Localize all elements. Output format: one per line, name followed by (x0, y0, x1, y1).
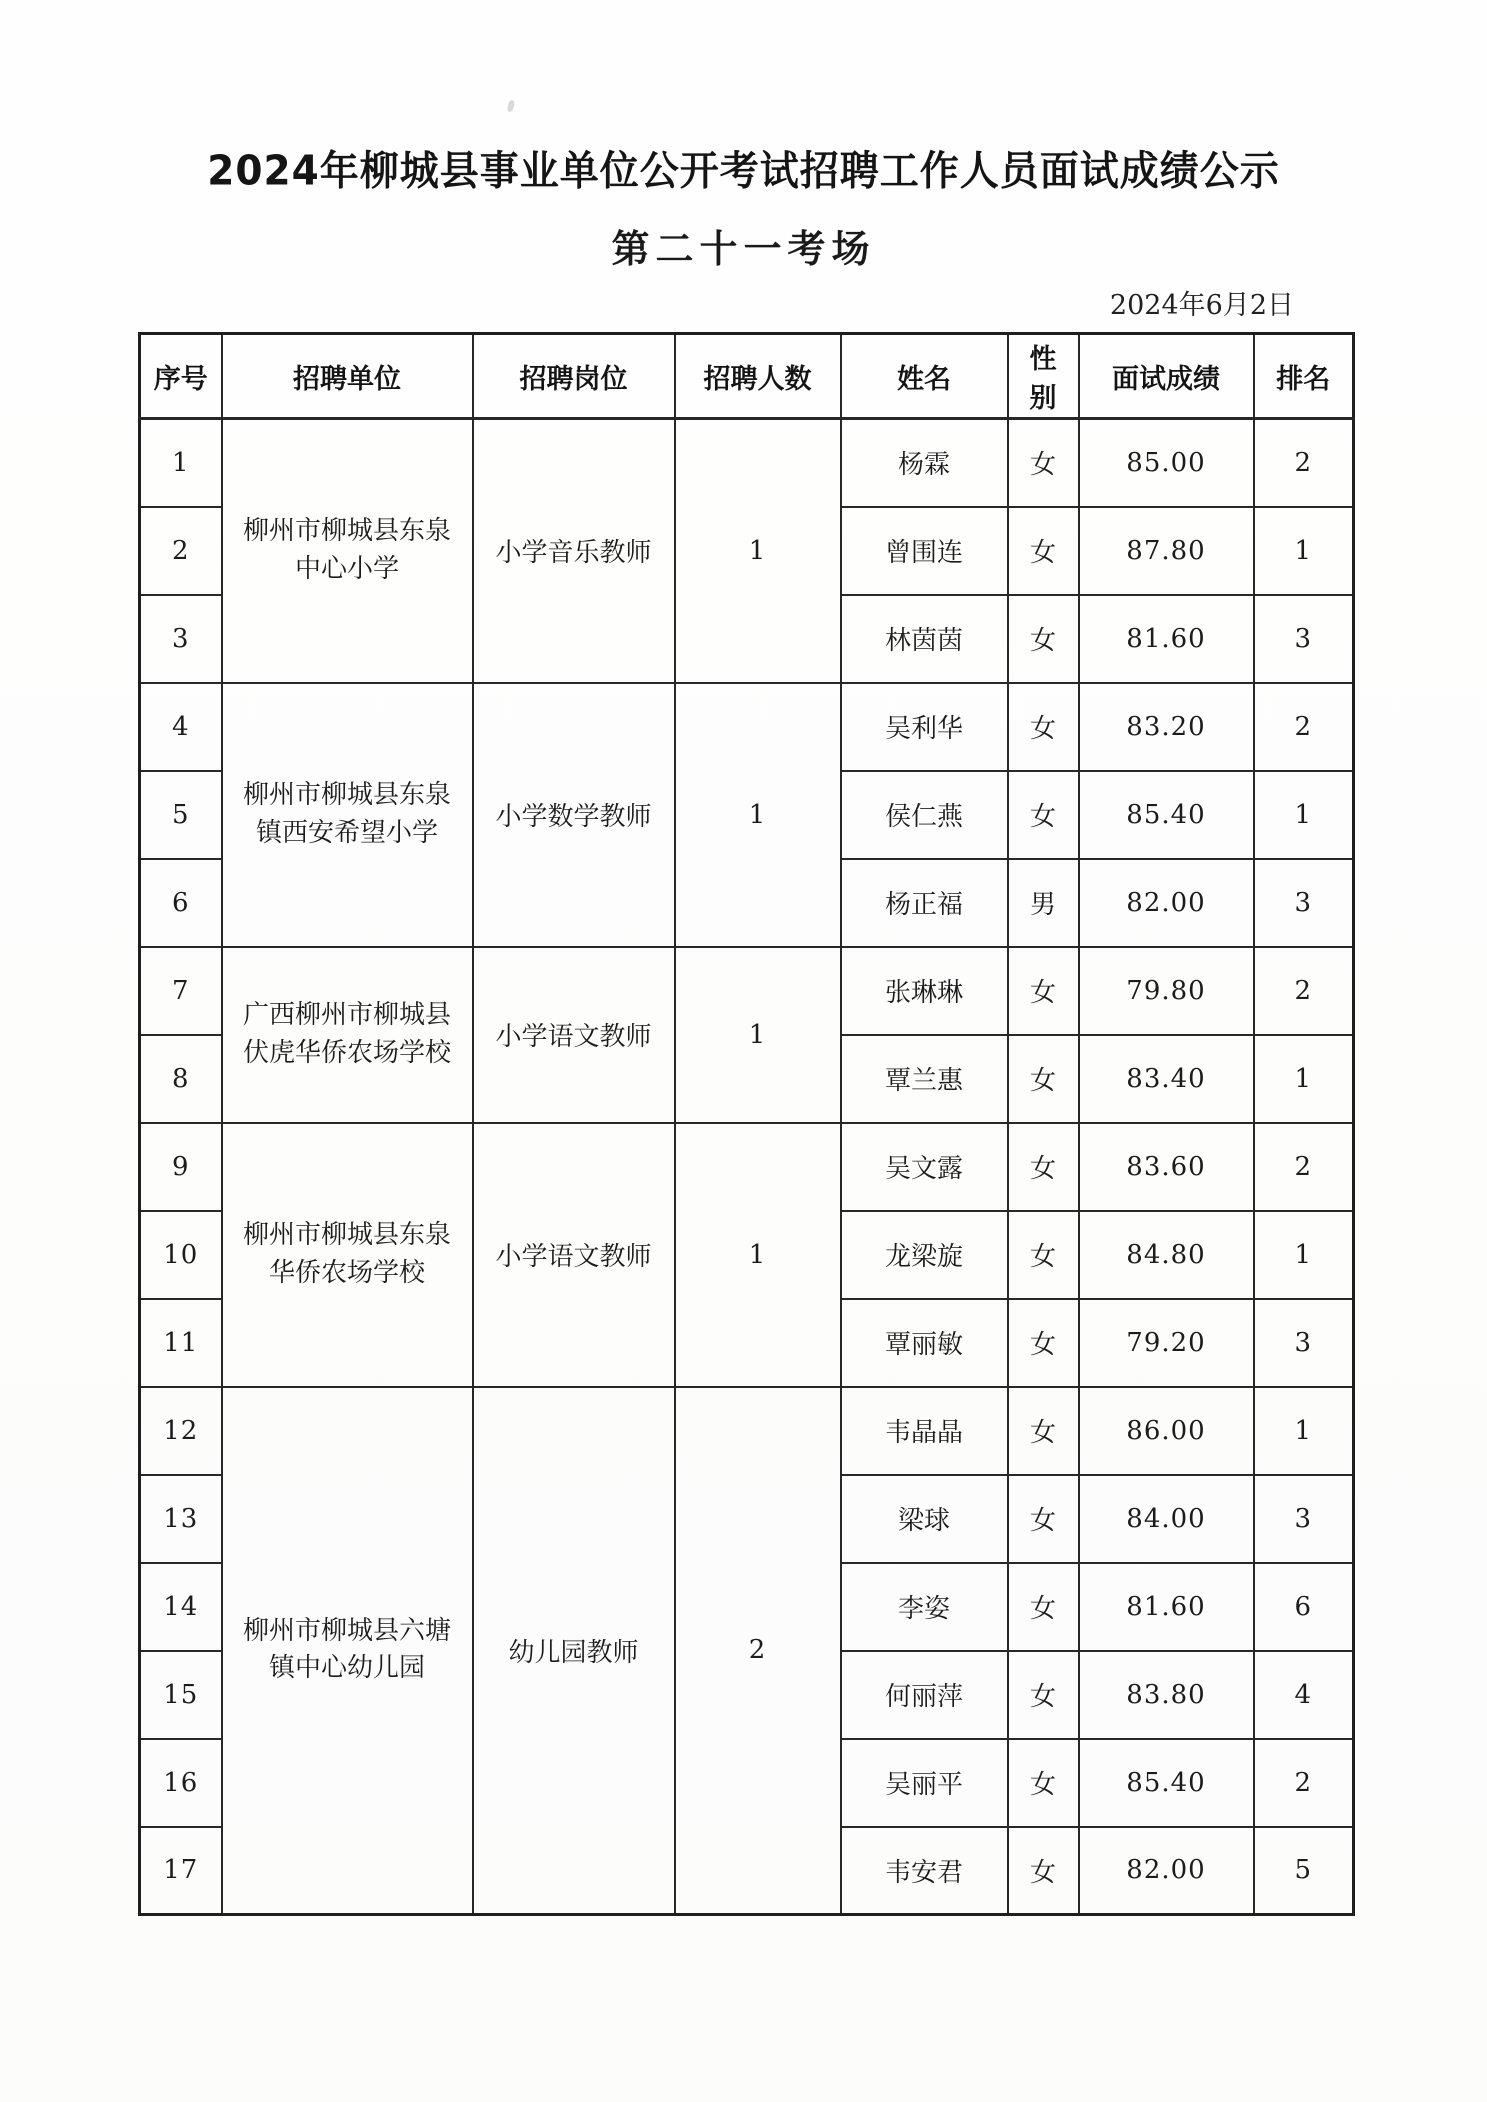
recruit-unit-cell: 柳州市柳城县东泉中心小学 (222, 419, 473, 683)
name-cell: 韦晶晶 (841, 1387, 1008, 1475)
score-cell: 82.00 (1079, 1827, 1254, 1915)
score-cell: 86.00 (1079, 1387, 1254, 1475)
header-recruit-count: 招聘人数 (675, 334, 841, 419)
score-cell: 82.00 (1079, 859, 1254, 947)
rank-cell: 4 (1254, 1651, 1354, 1739)
results-table (138, 332, 1355, 1916)
serial-number-cell: 16 (140, 1739, 222, 1827)
header-serial-number: 序号 (140, 334, 222, 419)
table-row (140, 419, 1354, 507)
name-cell: 杨正福 (841, 859, 1008, 947)
name-cell: 林茵茵 (841, 595, 1008, 683)
serial-number-cell: 3 (140, 595, 222, 683)
name-cell: 侯仁燕 (841, 771, 1008, 859)
recruit-count-cell: 2 (675, 1387, 841, 1915)
results-table-body (140, 419, 1354, 1915)
name-cell: 覃丽敏 (841, 1299, 1008, 1387)
name-cell: 梁球 (841, 1475, 1008, 1563)
header-gender: 性别 (1008, 334, 1079, 419)
name-cell: 张琳琳 (841, 947, 1008, 1035)
document-title: 2024年柳城县事业单位公开考试招聘工作人员面试成绩公示 (207, 148, 1280, 196)
gender-cell: 女 (1008, 1827, 1079, 1915)
rank-cell: 2 (1254, 1739, 1354, 1827)
serial-number-cell: 13 (140, 1475, 222, 1563)
gender-cell: 女 (1008, 1739, 1079, 1827)
gender-cell: 女 (1008, 683, 1079, 771)
rank-cell: 2 (1254, 947, 1354, 1035)
exam-room-subtitle: 第二十一考场 (611, 226, 876, 271)
header-recruit-unit: 招聘单位 (222, 334, 473, 419)
position-cell: 小学语文教师 (473, 1123, 675, 1387)
position-cell: 小学数学教师 (473, 683, 675, 947)
score-cell: 85.00 (1079, 419, 1254, 507)
name-cell: 李姿 (841, 1563, 1008, 1651)
gender-cell: 女 (1008, 1563, 1079, 1651)
gender-cell: 女 (1008, 1035, 1079, 1123)
recruit-count-cell: 1 (675, 683, 841, 947)
serial-number-cell: 14 (140, 1563, 222, 1651)
scan-artifact (506, 99, 515, 112)
table-row (140, 1123, 1354, 1211)
rank-cell: 2 (1254, 419, 1354, 507)
serial-number-cell: 10 (140, 1211, 222, 1299)
name-cell: 龙梁旋 (841, 1211, 1008, 1299)
score-cell: 81.60 (1079, 1563, 1254, 1651)
score-cell: 83.80 (1079, 1651, 1254, 1739)
serial-number-cell: 15 (140, 1651, 222, 1739)
table-row (140, 683, 1354, 771)
gender-cell: 女 (1008, 595, 1079, 683)
rank-cell: 5 (1254, 1827, 1354, 1915)
header-position: 招聘岗位 (473, 334, 675, 419)
rank-cell: 1 (1254, 1211, 1354, 1299)
serial-number-cell: 2 (140, 507, 222, 595)
rank-cell: 6 (1254, 1563, 1354, 1651)
rank-cell: 2 (1254, 683, 1354, 771)
rank-cell: 1 (1254, 1387, 1354, 1475)
position-cell: 幼儿园教师 (473, 1387, 675, 1915)
header-row (140, 334, 1354, 419)
score-cell: 84.00 (1079, 1475, 1254, 1563)
header-name: 姓名 (841, 334, 1008, 419)
serial-number-cell: 5 (140, 771, 222, 859)
gender-cell: 男 (1008, 859, 1079, 947)
rank-cell: 3 (1254, 859, 1354, 947)
gender-cell: 女 (1008, 1211, 1079, 1299)
recruit-count-cell: 1 (675, 419, 841, 683)
serial-number-cell: 11 (140, 1299, 222, 1387)
name-cell: 韦安君 (841, 1827, 1008, 1915)
score-cell: 83.60 (1079, 1123, 1254, 1211)
table-row (140, 947, 1354, 1035)
score-cell: 79.20 (1079, 1299, 1254, 1387)
recruit-unit-cell: 柳州市柳城县东泉华侨农场学校 (222, 1123, 473, 1387)
name-cell: 吴文露 (841, 1123, 1008, 1211)
rank-cell: 1 (1254, 771, 1354, 859)
name-cell: 何丽萍 (841, 1651, 1008, 1739)
name-cell: 曾围连 (841, 507, 1008, 595)
rank-cell: 2 (1254, 1123, 1354, 1211)
serial-number-cell: 12 (140, 1387, 222, 1475)
rank-cell: 3 (1254, 1475, 1354, 1563)
header-rank: 排名 (1254, 334, 1354, 419)
gender-cell: 女 (1008, 1475, 1079, 1563)
gender-cell: 女 (1008, 771, 1079, 859)
gender-cell: 女 (1008, 947, 1079, 1035)
rank-cell: 1 (1254, 507, 1354, 595)
score-cell: 81.60 (1079, 595, 1254, 683)
score-cell: 87.80 (1079, 507, 1254, 595)
serial-number-cell: 1 (140, 419, 222, 507)
serial-number-cell: 17 (140, 1827, 222, 1915)
gender-cell: 女 (1008, 1299, 1079, 1387)
recruit-unit-cell: 广西柳州市柳城县伏虎华侨农场学校 (222, 947, 473, 1123)
gender-cell: 女 (1008, 1123, 1079, 1211)
recruit-unit-cell: 柳州市柳城县六塘镇中心幼儿园 (222, 1387, 473, 1915)
name-cell: 吴利华 (841, 683, 1008, 771)
serial-number-cell: 7 (140, 947, 222, 1035)
gender-cell: 女 (1008, 507, 1079, 595)
serial-number-cell: 4 (140, 683, 222, 771)
serial-number-cell: 9 (140, 1123, 222, 1211)
recruit-count-cell: 1 (675, 1123, 841, 1387)
score-cell: 83.40 (1079, 1035, 1254, 1123)
name-cell: 覃兰惠 (841, 1035, 1008, 1123)
serial-number-cell: 6 (140, 859, 222, 947)
score-cell: 85.40 (1079, 1739, 1254, 1827)
gender-cell: 女 (1008, 419, 1079, 507)
gender-cell: 女 (1008, 1387, 1079, 1475)
header-interview-score: 面试成绩 (1079, 334, 1254, 419)
name-cell: 吴丽平 (841, 1739, 1008, 1827)
position-cell: 小学语文教师 (473, 947, 675, 1123)
recruit-unit-cell: 柳州市柳城县东泉镇西安希望小学 (222, 683, 473, 947)
score-cell: 83.20 (1079, 683, 1254, 771)
table-row (140, 1387, 1354, 1475)
gender-cell: 女 (1008, 1651, 1079, 1739)
score-cell: 85.40 (1079, 771, 1254, 859)
rank-cell: 1 (1254, 1035, 1354, 1123)
document-date: 2024年6月2日 (1109, 290, 1294, 321)
rank-cell: 3 (1254, 595, 1354, 683)
results-table-header (140, 334, 1354, 419)
rank-cell: 3 (1254, 1299, 1354, 1387)
score-cell: 84.80 (1079, 1211, 1254, 1299)
position-cell: 小学音乐教师 (473, 419, 675, 683)
recruit-count-cell: 1 (675, 947, 841, 1123)
serial-number-cell: 8 (140, 1035, 222, 1123)
score-cell: 79.80 (1079, 947, 1254, 1035)
name-cell: 杨霖 (841, 419, 1008, 507)
